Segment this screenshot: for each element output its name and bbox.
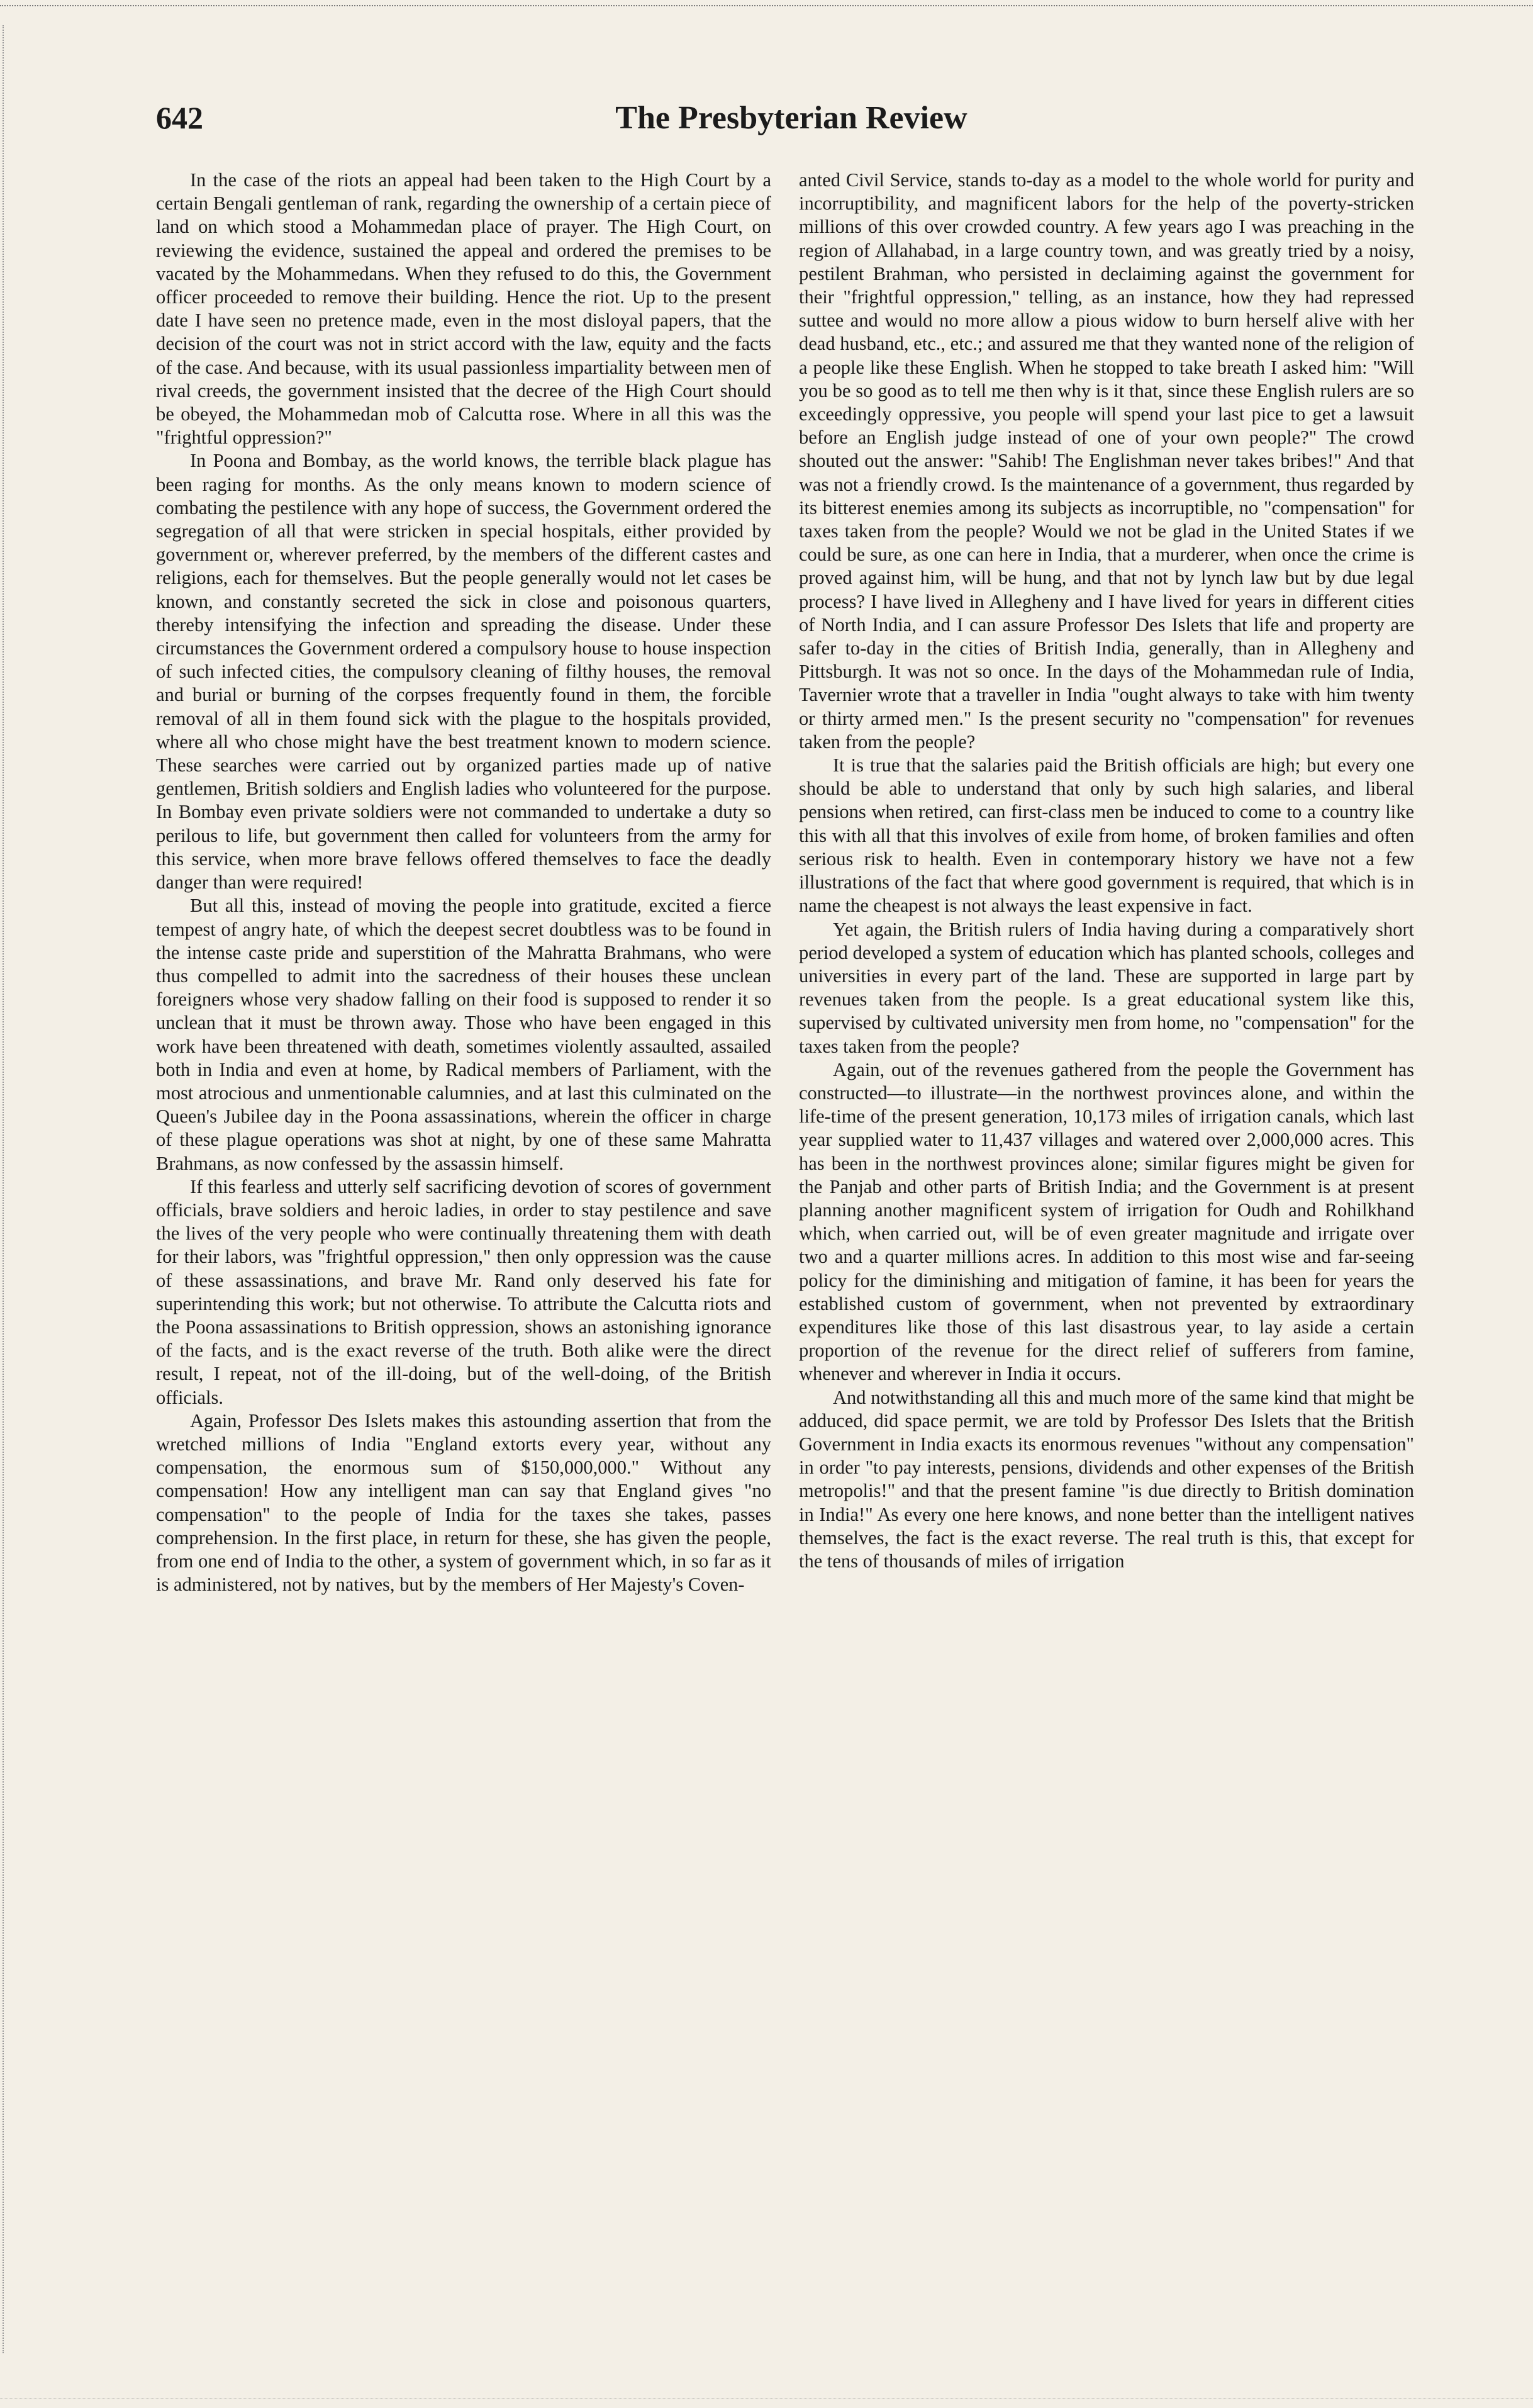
right-column: [799, 169, 1414, 2371]
right-paragraph-3: Yet again, the British rulers of India having during a comparatively short period developed a system of education which has planted schools, colleges and universities in every part of the land. These are supported in large part by revenues taken from the people. Is a great educational system like this, supervised by cultivated university men from home, no "compensation" for the taxes taken from the people?: [799, 918, 1414, 1057]
right-paragraph-5: And notwithstanding all this and much more of the same kind that might be adduced, did space permit, we are told by Professor Des Islets that the British Government in India exacts its enormous revenues "without any compensation" in order "to pay interests, pensions, dividends and other expenses of the British metropolis!" and that the present famine "is due directly to British domination in India!" As every one here knows, and none better than the intelligent natives themselves, the fact is the exact reverse. The real truth is this, that except for the tens of thousands of miles of irrigation: [799, 1386, 1414, 1572]
page-header: [156, 94, 1427, 145]
right-paragraph-4: Again, out of the revenues gathered from the people the Government has constructed—to illustrate—in the northwest provinces alone, and within the life-time of the present generation, 10,173 miles of irrigation canals, which last year supplied water to 11,437 villages and watered over 2,000,000 acres. This has been in the northwest provinces alone; similar figures might be given for the Panjab and other parts of British India; and the Government is at present planning another magnificent system of irrigation for Oudh and Rohilkhand which, when carried out, will be of even greater magnitude and irrigate over two and a quarter millions acres. In addition to this most wise and far-seeing policy for the diminishing and mitigation of famine, it has been for years the established custom of government, when not prevented by extraordinary expenditures like those of this last disastrous year, to lay aside a certain proportion of the revenue for the direct relief of sufferers from famine, whenever and wherever in India it occurs.: [799, 1058, 1414, 1385]
running-title: The Presbyterian Review: [615, 100, 967, 136]
left-paragraph-4: If this fearless and utterly self sacrificing devotion of scores of government officials, brave soldiers and heroic ladies, in order to stay pestilence and save the lives of the very people who were continually threatening them with death for their labors, was "frightful oppression," then only oppression was the cause of these assassinations, and brave Mr. Rand only deserved his fate for superintending this work; but not otherwise. To attribute the Calcutta riots and the Poona assassinations to British oppression, shows an astonishing ignorance of the facts, and is the exact reverse of the truth. Both alike were the direct result, I repeat, not of the ill-doing, but of the well-doing, of the British officials.: [156, 1175, 771, 1408]
left-paragraph-3: But all this, instead of moving the people into gratitude, excited a fierce tempest of angry hate, of which the deepest secret doubtless was to be found in the intense caste pride and superstition of the Mahratta Brahmans, who were thus compelled to admit into the sacredness of their houses these unclean foreigners whose very shadow falling on their food is supposed to render it so unclean that it must be thrown away. Those who have been engaged in this work have been threatened with death, sometimes violently assaulted, assailed both in India and even at home, by Radical members of Parliament, with the most atrocious and unmentionable calumnies, and at last this culminated on the Queen's Jubilee day in the Poona assassinations, wherein the officer in charge of these plague operations was shot at night, by one of these same Mahratta Brahmans, as now confessed by the assassin himself.: [156, 895, 771, 1174]
left-paragraph-5: Again, Professor Des Islets makes this astounding assertion that from the wretched millions of India "England extorts every year, without any compensation, the enormous sum of $150,000,000." Without any compensation! How any intelligent man can say that England gives "no compensation" to the people of India for the taxes she takes, passes comprehension. In the first place, in return for these, she has given the people, from one end of India to the other, a system of government which, in so far as it is administered, not by natives, but by the members of Her Majesty's Coven-: [156, 1409, 771, 1596]
right-paragraph-2: It is true that the salaries paid the British officials are high; but every one should be able to understand that only by such high salaries, and liberal pensions when retired, can first-class men be induced to come to a country like this with all that this involves of exile from home, of broken families and often serious risk to health. Even in contemporary history we have not a few illustrations of the fact that where good government is required, that which is in name the cheapest is not always the least expensive in fact.: [799, 754, 1414, 917]
left-column: [156, 169, 771, 2371]
left-paragraph-2: In Poona and Bombay, as the world knows, the terrible black plague has been raging for months. As the only means known to modern science of combating the pestilence with any hope of success, the Government ordered the segregation of all that were stricken in special hospitals, either provided by government or, wherever preferred, by the members of the different castes and religions, each for themselves. But the people generally would not let cases be known, and constantly secreted the sick in close and poisonous quarters, thereby intensifying the infection and spreading the disease. Under these circumstances the Government ordered a compulsory house to house inspection of such infected cities, the compulsory cleaning of filthy houses, the removal and burial or burning of the corpses frequently found in them, the forcible removal of all in them found sick with the plague to the hospitals provided, where all who chose might have the best treatment known to modern science. These searches were carried out by organized parties made up of native gentlemen, British soldiers and English ladies who volunteered for the purpose. In Bombay even private soldiers were not commanded to undertake a duty so perilous to life, but government then called for volunteers from the army for this service, when more brave fellows offered themselves to face the deadly danger than were required!: [156, 450, 771, 893]
left-paragraph-1: In the case of the riots an appeal had been taken to the High Court by a certain Bengali gentleman of rank, regarding the ownership of a certain piece of land on which stood a Mohammedan place of prayer. The High Court, on reviewing the evidence, sustained the appeal and ordered the premises to be vacated by the Mohammedans. When they refused to do this, the Government officer proceeded to remove their building. Hence the riot. Up to the present date I have seen no pretence made, even in the most disloyal papers, that the decision of the court was not in strict accord with the law, equity and the facts of the case. And because, with its usual passionless impartiality between men of rival creeds, the government insisted that the decree of the High Court should be obeyed, the Mohammedan mob of Calcutta rose. Where in all this was the "frightful oppression?": [156, 169, 771, 449]
scan-edge-left: [3, 25, 8, 2353]
scan-edge-top: [0, 0, 1533, 6]
right-paragraph-1: anted Civil Service, stands to-day as a model to the whole world for purity and incorruptibility, and magnificent labors for the help of the poverty-stricken millions of this over crowded country. A few years ago I was preaching in the region of Allahabad, in a large country town, and was greatly tried by a noisy, pestilent Brahman, who persisted in declaiming against the government for their "frightful oppression," telling, as an instance, how they had repressed suttee and would no more allow a pious widow to burn herself alive with her dead husband, etc., etc.; and assured me that they wanted none of the religion of a people like these English. When he stopped to take breath I asked him: "Will you be so good as to tell me then why is it that, since these English rulers are so exceedingly oppressive, you people will spend your last pice to get a lawsuit before an English judge instead of one of your own people?" The crowd shouted out the answer: "Sahib! The Englishman never takes bribes!" And that was not a friendly crowd. Is the maintenance of a government, thus regarded by its bitterest enemies among its subjects as incorruptible, no "compensation" for taxes taken from the people? Would we not be glad in the United States if we could be sure, as one can here in India, that a murderer, when once the crime is proved against him, will be hung, and that not by lynch law but by due legal process? I have lived in Allegheny and I have lived for years in different cities of North India, and I can assure Professor Des Islets that life and property are safer to-day in the cities of British India, generally, than in Allegheny and Pittsburgh. It was not so once. In the days of the Mohammedan rule of India, Tavernier wrote that a traveller in India "ought always to take with him twenty or thirty armed men." Is the present security no "compensation" for revenues taken from the people?: [799, 169, 1414, 753]
scan-edge-bottom: [0, 2399, 1533, 2408]
page-number: 642: [156, 100, 203, 135]
